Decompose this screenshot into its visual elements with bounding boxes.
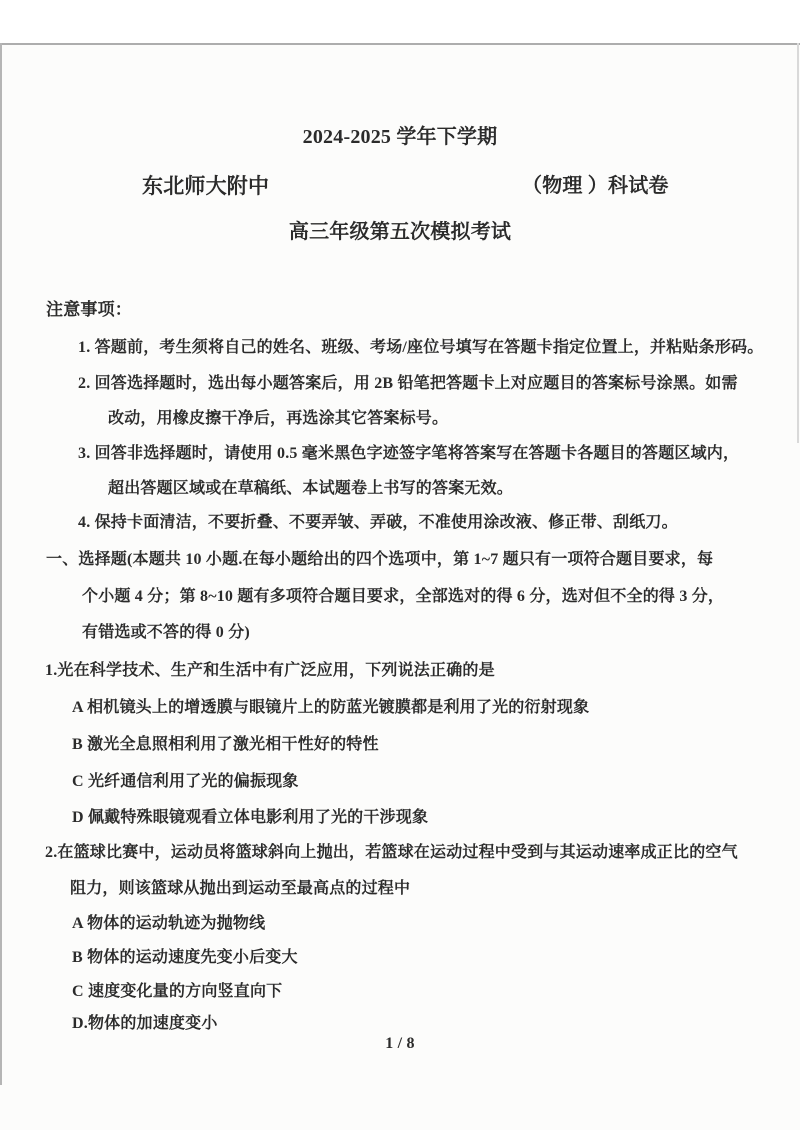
question-1-stem: 1.光在科学技术、生产和生活中有广泛应用，下列说法正确的是: [45, 662, 495, 679]
question-1-option-d: D 佩戴特殊眼镜观看立体电影利用了光的干涉现象: [72, 809, 429, 826]
question-2-stem-line-2: 阻力，则该篮球从抛出到运动至最高点的过程中: [70, 880, 411, 897]
question-1-option-c: C 光纤通信利用了光的偏振现象: [72, 773, 299, 790]
page-number: 1 / 8: [385, 1035, 415, 1052]
term-title: 2024-2025 学年下学期: [302, 126, 498, 148]
question-2-option-d: D.物体的加速度变小: [72, 1015, 218, 1032]
notice-line-2: 2. 回答选择题时，选出每小题答案后，用 2B 铅笔把答题卡上对应题目的答案标号涂黑。如需: [78, 375, 738, 392]
school-name: 东北师大附中: [142, 174, 270, 198]
page-left-edge: [0, 43, 2, 1085]
page-top-edge: [0, 43, 800, 45]
notice-line-1: 1. 答题前，考生须将自己的姓名、班级、考场/座位号填写在答题卡指定位置上，并粘贴条形码。: [78, 339, 764, 356]
notice-title: 注意事项：: [46, 300, 132, 319]
question-2-option-a: A 物体的运动轨迹为抛物线: [72, 915, 266, 932]
notice-line-2-cont: 改动，用橡皮擦干净后，再选涂其它答案标号。: [108, 410, 449, 427]
subject-label: （物理 ）科试卷: [522, 175, 669, 197]
exam-title: 高三年级第五次模拟考试: [288, 221, 512, 243]
question-1-option-b: B 激光全息照相利用了激光相干性好的特性: [72, 736, 379, 753]
scan-margin-top: [0, 0, 800, 43]
notice-line-4: 4. 保持卡面清洁，不要折叠、不要弄皱、弄破，不准使用涂改液、修正带、刮纸刀。: [78, 514, 678, 531]
question-2-option-c: C 速度变化量的方向竖直向下: [72, 983, 283, 1000]
section-heading-line-3: 有错选或不答的得 0 分): [82, 624, 250, 641]
question-2-option-b: B 物体的运动速度先变小后变大: [72, 949, 298, 966]
notice-line-3: 3. 回答非选择题时，请使用 0.5 毫米黑色字迹签字笔将答案写在答题卡各题目的答题区域内，: [78, 445, 740, 462]
section-heading-line-1: 一、选择题(本题共 10 小题.在每小题给出的四个选项中，第 1~7 题只有一项符合题目要求，每: [46, 551, 714, 568]
section-heading-line-2: 个小题 4 分；第 8~10 题有多项符合题目要求，全部选对的得 6 分，选对但不全的得 3 分，: [82, 588, 725, 605]
question-1-option-a: A 相机镜头上的增透膜与眼镜片上的防蓝光镀膜都是利用了光的衍射现象: [72, 699, 590, 716]
question-2-stem-line-1: 2.在篮球比赛中，运动员将篮球斜向上抛出，若篮球在运动过程中受到与其运动速率成正比的空气: [45, 844, 738, 861]
notice-line-3-cont: 超出答题区域或在草稿纸、本试题卷上书写的答案无效。: [108, 480, 514, 497]
